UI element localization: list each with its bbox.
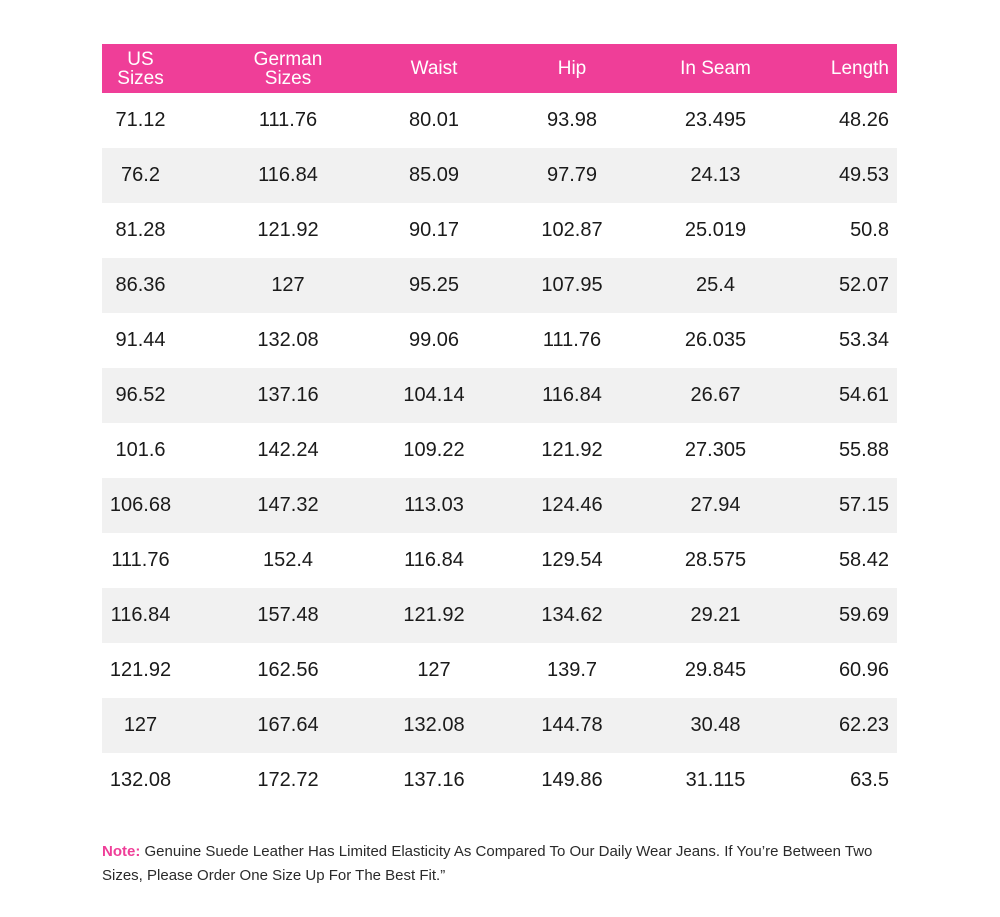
table-row (102, 313, 897, 368)
size-chart-header (102, 44, 897, 93)
table-cell: 134.62 (541, 604, 603, 626)
table-row (102, 478, 897, 533)
table-cell: 27.305 (684, 439, 747, 461)
table-cell: 137.16 (257, 384, 319, 406)
note-label: Note: (102, 843, 141, 860)
table-cell: 124.46 (541, 494, 603, 516)
header-label-line: German (253, 48, 323, 70)
table-cell: 147.32 (257, 494, 319, 516)
table-cell: 91.44 (115, 329, 166, 351)
table-cell: 116.84 (110, 604, 171, 626)
table-row (102, 533, 897, 588)
table-cell: 29.21 (690, 604, 741, 626)
header-label-line: US (127, 48, 154, 70)
table-cell: 85.09 (408, 164, 460, 186)
table-row (102, 368, 897, 423)
table-cell: 113.03 (404, 494, 464, 516)
table-cell: 172.72 (257, 769, 319, 791)
header-label-line: Length (830, 58, 889, 79)
table-cell: 121.92 (109, 659, 172, 681)
table-cell: 106.68 (109, 494, 172, 516)
table-cell: 27.94 (690, 494, 741, 516)
table-cell: 24.13 (690, 164, 741, 186)
table-row (102, 753, 897, 808)
table-cell: 81.28 (115, 219, 166, 241)
header-label-line: Sizes (117, 67, 164, 89)
table-cell: 80.01 (408, 109, 460, 131)
table-cell: 162.56 (257, 659, 319, 681)
header-length (758, 44, 897, 93)
header-label-line: Hip (557, 58, 587, 79)
table-cell: 30.48 (690, 714, 741, 736)
table-cell: 54.61 (838, 384, 889, 406)
table-cell: 86.36 (115, 274, 166, 296)
table-cell: 28.575 (684, 549, 747, 571)
table-cell: 26.67 (690, 384, 741, 406)
table-cell: 139.7 (546, 659, 598, 681)
table-cell: 55.88 (838, 439, 889, 461)
table-cell: 31.115 (685, 769, 746, 791)
header-label-line: Waist (410, 58, 458, 79)
table-cell: 23.495 (684, 109, 747, 131)
table-cell: 63.5 (850, 769, 889, 791)
table-cell: 129.54 (541, 549, 603, 571)
table-cell: 111.76 (111, 549, 170, 571)
table-cell: 101.6 (115, 439, 166, 461)
table-row (102, 203, 897, 258)
table-cell: 57.15 (838, 494, 889, 516)
table-cell: 49.53 (838, 164, 889, 186)
table-cell: 116.84 (404, 549, 464, 571)
table-cell: 121.92 (257, 219, 319, 241)
header-hip (471, 44, 673, 93)
table-cell: 137.16 (403, 769, 465, 791)
table-cell: 152.4 (262, 549, 314, 571)
header-label-line: Sizes (264, 67, 312, 89)
size-chart-body (102, 93, 897, 808)
table-cell: 96.52 (115, 384, 166, 406)
table-cell: 116.84 (258, 164, 318, 186)
header-row (102, 44, 897, 93)
table-row (102, 93, 897, 148)
table-cell: 60.96 (838, 659, 889, 681)
table-cell: 132.08 (403, 714, 465, 736)
header-waist (397, 44, 471, 93)
table-cell: 144.78 (541, 714, 603, 736)
table-cell: 25.019 (684, 219, 747, 241)
table-cell: 50.8 (850, 219, 889, 241)
note-text: Genuine Suede Leather Has Limited Elasticity As Compared To Our Daily Wear Jeans. If You’re Between Two Sizes, Please Order One Size Up For The Best Fit.” (102, 843, 873, 884)
table-cell: 29.845 (684, 659, 747, 681)
table-cell: 104.14 (403, 384, 465, 406)
size-chart-table (102, 44, 897, 808)
header-us-sizes (102, 44, 179, 93)
table-cell: 48.26 (838, 109, 889, 131)
table-cell: 107.95 (541, 274, 603, 296)
table-cell: 102.87 (541, 219, 603, 241)
table-row (102, 423, 897, 478)
table-cell: 76.2 (121, 164, 160, 186)
fit-note (102, 840, 902, 888)
table-cell: 127 (123, 714, 158, 736)
table-cell: 157.48 (257, 604, 319, 626)
table-cell: 167.64 (257, 714, 319, 736)
header-in-seam (673, 44, 758, 93)
table-cell: 90.17 (408, 219, 460, 241)
table-row (102, 258, 897, 313)
table-cell: 127 (271, 274, 305, 296)
table-cell: 142.24 (257, 439, 319, 461)
table-cell: 132.08 (257, 329, 319, 351)
table-cell: 121.92 (403, 604, 465, 626)
table-cell: 93.98 (546, 109, 598, 131)
table-cell: 26.035 (684, 329, 747, 351)
table-cell: 111.76 (542, 329, 602, 351)
table-cell: 109.22 (403, 439, 465, 461)
table-cell: 116.84 (542, 384, 602, 406)
table-cell: 121.92 (541, 439, 603, 461)
table-cell: 95.25 (408, 274, 460, 296)
table-cell: 58.42 (838, 549, 889, 571)
table-row (102, 588, 897, 643)
table-row (102, 643, 897, 698)
table-cell: 111.76 (258, 109, 318, 131)
table-row (102, 148, 897, 203)
table-cell: 59.69 (838, 604, 889, 626)
table-cell: 62.23 (838, 714, 889, 736)
header-german-sizes (179, 44, 397, 93)
table-cell: 53.34 (838, 329, 889, 351)
table-cell: 149.86 (541, 769, 603, 791)
table-cell: 25.4 (696, 274, 735, 296)
table-cell: 99.06 (408, 329, 460, 351)
table-cell: 127 (417, 659, 451, 681)
table-row (102, 698, 897, 753)
table-cell: 71.12 (115, 109, 166, 131)
table-cell: 132.08 (109, 769, 172, 791)
table-cell: 52.07 (838, 274, 889, 296)
header-label-line: In Seam (680, 58, 751, 79)
table-cell: 97.79 (546, 164, 598, 186)
